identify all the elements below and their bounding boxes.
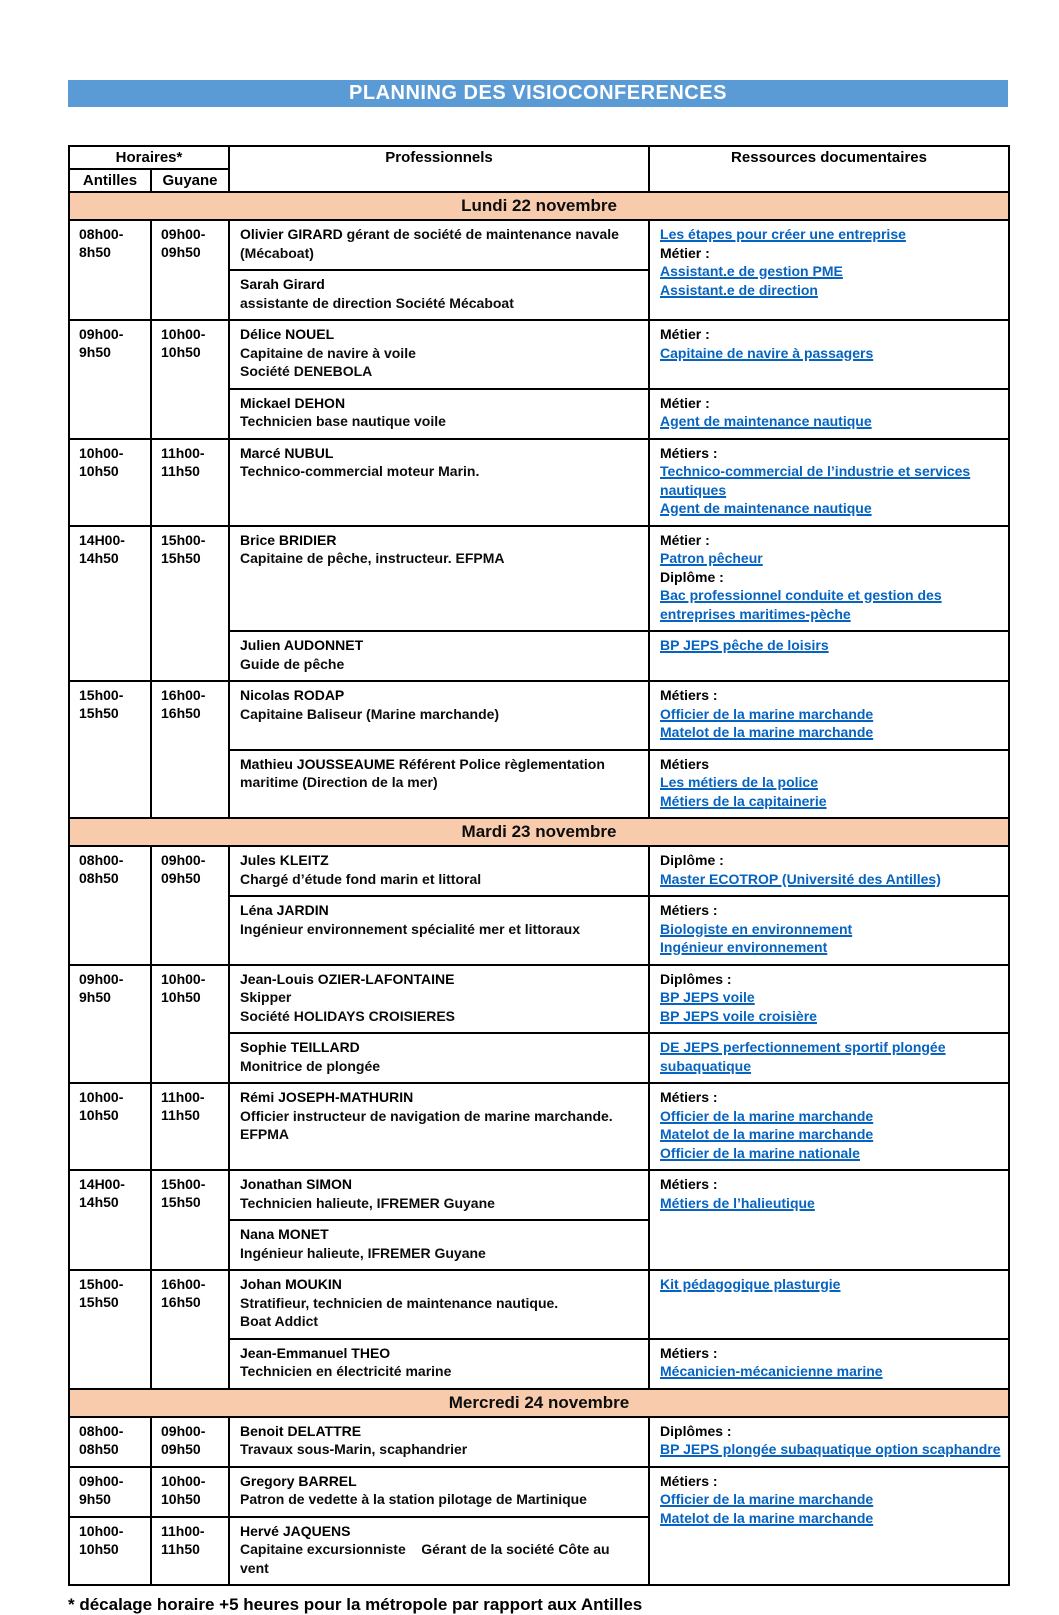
resource-link[interactable]: Technico-commercial de l’industrie et services nautiques [660, 463, 971, 498]
resource-label: Métiers : [660, 1089, 718, 1105]
professional-name: Gregory BARREL [240, 1472, 357, 1489]
resources-cell [649, 1033, 1009, 1083]
resources-cell [649, 1083, 1009, 1170]
professional-role: Chargé d’étude fond marin et littoral [240, 870, 482, 887]
professional-role: Capitaine de navire à voile [240, 344, 416, 361]
resources-cell [649, 220, 1009, 320]
resource-label: Diplômes : [660, 1422, 732, 1439]
planning-table [68, 145, 1010, 1586]
resource-label: Diplômes : [660, 970, 732, 987]
professional-role: Travaux sous-Marin, scaphandrier [240, 1441, 468, 1457]
day-row [69, 1389, 1009, 1417]
time-guyane: 16h00- 16h50 [151, 681, 229, 818]
resource-link[interactable]: Biologiste en environnement [660, 920, 853, 937]
resources-cell [649, 631, 1009, 681]
table-header [69, 146, 1009, 192]
day-banner: Mercredi 24 novembre [69, 1389, 1009, 1417]
professional-cell [229, 270, 649, 320]
professional-role: Technico-commercial moteur Marin. [240, 463, 480, 479]
professional-name: Julien AUDONNET [240, 637, 364, 653]
table-row [69, 681, 1009, 750]
professional-role: Société DENEBOLA [240, 363, 373, 379]
table-row [69, 1467, 1009, 1517]
resource-label: Métiers : [660, 1344, 718, 1361]
professional-name: Sophie TEILLARD [240, 1039, 360, 1055]
time-guyane: 11h00- 11h50 [151, 1517, 229, 1586]
resources-cell [649, 846, 1009, 896]
professional-cell [229, 1417, 649, 1467]
professional-name: Hervé JAQUENS [240, 1522, 351, 1539]
resource-link[interactable]: Master ECOTROP (Université des Antilles) [660, 870, 941, 887]
resource-link[interactable]: Matelot de la marine marchande [660, 1126, 874, 1142]
professional-role: EFPMA [240, 1126, 290, 1142]
professional-role: Boat Addict [240, 1313, 319, 1329]
professional-name: Marcé NUBUL [240, 444, 334, 461]
table-row [69, 1270, 1009, 1339]
time-antilles: 09h00- 9h50 [69, 965, 151, 1084]
resources-cell [649, 1467, 1009, 1586]
professional-cell [229, 681, 649, 750]
resources-cell [649, 896, 1009, 965]
time-antilles: 08h00- 08h50 [69, 1417, 151, 1467]
professional-cell [229, 1170, 649, 1220]
title-banner [68, 80, 1008, 107]
professional-name: Sarah Girard [240, 276, 325, 292]
professional-name: Mickael DEHON [240, 394, 346, 411]
resources-cell [649, 389, 1009, 439]
resources-cell [649, 1170, 1009, 1270]
time-guyane: 16h00- 16h50 [151, 1270, 229, 1389]
professional-name: Jonathan SIMON [240, 1176, 353, 1192]
resource-link[interactable]: Matelot de la marine marchande [660, 1509, 874, 1526]
professional-name: Jean-Louis OZIER-LAFONTAINE [240, 970, 455, 987]
time-guyane: 10h00- 10h50 [151, 965, 229, 1084]
resource-link[interactable]: Les métiers de la police [660, 774, 818, 790]
footnote: * décalage horaire +5 heures pour la métropole par rapport aux Antilles [68, 1595, 643, 1614]
professional-name: Jean-Emmanuel THEO [240, 1344, 391, 1361]
professional-cell [229, 320, 649, 389]
resource-label: Métiers : [660, 1472, 718, 1489]
time-guyane: 09h00- 09h50 [151, 220, 229, 320]
resource-label: Métiers : [660, 1176, 718, 1192]
resources-cell [649, 320, 1009, 389]
professional-cell [229, 896, 649, 965]
time-guyane: 11h00- 11h50 [151, 439, 229, 526]
time-antilles: 08h00- 08h50 [69, 846, 151, 965]
resource-link[interactable]: Matelot de la marine marchande [660, 724, 874, 740]
page-title: PLANNING DES VISIOCONFERENCES [349, 82, 727, 104]
professional-role: assistante de direction Société Mécaboat [240, 294, 514, 311]
resources-cell [649, 1417, 1009, 1467]
resources-cell [649, 1339, 1009, 1389]
time-guyane: 15h00- 15h50 [151, 526, 229, 682]
time-guyane: 15h00- 15h50 [151, 1170, 229, 1270]
professional-role: Société HOLIDAYS CROISIERES [240, 1007, 455, 1024]
resource-link[interactable]: Agent de maintenance nautique [660, 500, 872, 516]
time-antilles: 10h00- 10h50 [69, 1083, 151, 1170]
resource-label: Métier : [660, 326, 710, 342]
professional-role: Skipper [240, 989, 292, 1005]
time-guyane: 10h00- 10h50 [151, 320, 229, 439]
resources-cell [649, 750, 1009, 819]
table-row [69, 526, 1009, 632]
resource-label: Métier : [660, 244, 710, 261]
resource-link[interactable]: Officier de la marine marchande [660, 705, 874, 722]
professional-cell [229, 965, 649, 1034]
table-row [69, 1417, 1009, 1467]
professional-name: Olivier GIRARD [240, 226, 343, 242]
professional-role: Ingénieur environnement spécialité mer et littoraux [240, 920, 580, 937]
time-guyane: 10h00- 10h50 [151, 1467, 229, 1517]
header-ressources: Ressources documentaires [649, 146, 1009, 192]
resource-label: Métier : [660, 531, 710, 548]
professional-cell [229, 1339, 649, 1389]
resource-link[interactable]: BP JEPS pêche de loisirs [660, 637, 829, 653]
table-row [69, 320, 1009, 389]
time-antilles: 10h00- 10h50 [69, 1517, 151, 1586]
professional-name: Rémi JOSEPH-MATHURIN [240, 1089, 414, 1105]
time-antilles: 10h00- 10h50 [69, 439, 151, 526]
professional-role: Guide de pêche [240, 655, 345, 672]
resource-link[interactable]: Assistant.e de direction [660, 281, 818, 298]
professional-role: Technicien en électricité marine [240, 1363, 452, 1379]
day-banner: Lundi 22 novembre [69, 192, 1009, 220]
resource-link[interactable]: Agent de maintenance nautique [660, 413, 872, 429]
time-antilles: 15h00- 15h50 [69, 681, 151, 818]
resources-cell [649, 681, 1009, 750]
professional-role: Patron de vedette à la station pilotage de Martinique [240, 1491, 587, 1507]
professional-name: Délice NOUEL [240, 326, 335, 342]
time-guyane: 11h00- 11h50 [151, 1083, 229, 1170]
day-row [69, 818, 1009, 846]
professional-cell [229, 389, 649, 439]
header-guyane: Guyane [151, 169, 229, 192]
time-antilles: 15h00- 15h50 [69, 1270, 151, 1389]
professional-cell [229, 1517, 649, 1586]
professional-name: Johan MOUKIN [240, 1276, 342, 1292]
resources-cell [649, 1270, 1009, 1339]
time-antilles: 14H00- 14h50 [69, 1170, 151, 1270]
professional-cell [229, 439, 649, 526]
professional-name: Léna JARDIN [240, 902, 329, 918]
resource-label: Métier : [660, 394, 710, 411]
professional-role: Référent Police règlementation maritime (Direction de la mer) [240, 755, 609, 790]
professional-cell [229, 631, 649, 681]
resource-link[interactable]: Métiers de l’halieutique [660, 1194, 815, 1211]
professional-role: Capitaine de pêche, instructeur. EFPMA [240, 550, 505, 566]
time-antilles: 08h00- 8h50 [69, 220, 151, 320]
resource-link[interactable]: Officier de la marine marchande [660, 1491, 874, 1507]
professional-cell [229, 1270, 649, 1339]
resource-link[interactable]: Bac professionnel conduite et gestion des entreprises maritimes-pèche [660, 587, 942, 622]
professional-cell [229, 220, 649, 270]
resource-link[interactable]: Officier de la marine nationale [660, 1144, 860, 1161]
resource-link[interactable]: BP JEPS plongée subaquatique option scaphandre [660, 1441, 1001, 1457]
resource-label: Métiers : [660, 902, 718, 918]
resource-label: Diplôme : [660, 852, 724, 868]
professional-name: Nicolas RODAP [240, 687, 345, 703]
table-row [69, 846, 1009, 896]
professional-name: Jules KLEITZ [240, 852, 329, 868]
professional-name: Nana MONET [240, 1226, 329, 1242]
resource-link[interactable]: BP JEPS voile [660, 989, 755, 1005]
professional-role: gérant de société de maintenance navale (Mécaboat) [240, 226, 623, 261]
resource-link[interactable]: DE JEPS perfectionnement sportif plongée subaquatique [660, 1039, 946, 1074]
professional-cell [229, 846, 649, 896]
resource-link[interactable]: Patron pêcheur [660, 550, 763, 566]
professional-name: Brice BRIDIER [240, 531, 337, 548]
professional-cell [229, 1083, 649, 1170]
professional-name: Benoit DELATTRE [240, 1422, 362, 1439]
professional-role: Capitaine excursionniste Gérant de la société Côte au vent [240, 1541, 614, 1576]
professional-cell [229, 1033, 649, 1083]
resource-link[interactable]: Métiers de la capitainerie [660, 792, 827, 809]
resource-link[interactable]: Mécanicien-mécanicienne marine [660, 1363, 883, 1379]
table-row [69, 1170, 1009, 1220]
professional-role: Capitaine Baliseur (Marine marchande) [240, 705, 500, 722]
table-row [69, 1083, 1009, 1170]
time-guyane: 09h00- 09h50 [151, 846, 229, 965]
table-row [69, 220, 1009, 270]
table-row [69, 439, 1009, 526]
header-professionnels: Professionnels [229, 146, 649, 192]
professional-cell [229, 750, 649, 819]
time-antilles: 09h00- 9h50 [69, 1467, 151, 1517]
resource-label: Métiers : [660, 687, 718, 703]
resource-label: Diplôme : [660, 568, 724, 585]
professional-role: Ingénieur halieute, IFREMER Guyane [240, 1244, 486, 1261]
professional-role: Monitrice de plongée [240, 1057, 381, 1074]
resource-link[interactable]: Officier de la marine marchande [660, 1107, 874, 1124]
time-antilles: 09h00- 9h50 [69, 320, 151, 439]
resource-label: Métiers : [660, 444, 718, 461]
professional-cell [229, 526, 649, 632]
professional-role: Technicien halieute, IFREMER Guyane [240, 1194, 495, 1211]
planning-table-body [69, 192, 1009, 1585]
resource-label: Métiers [660, 755, 710, 772]
resources-cell [649, 965, 1009, 1034]
professional-role: Officier instructeur de navigation de marine marchande. [240, 1107, 613, 1124]
day-banner: Mardi 23 novembre [69, 818, 1009, 846]
resource-link[interactable]: Capitaine de navire à passagers [660, 344, 874, 361]
professional-name: Mathieu JOUSSEAUME [240, 755, 395, 772]
header-antilles: Antilles [69, 169, 151, 192]
resource-link[interactable]: Kit pédagogique plasturgie [660, 1276, 841, 1292]
professional-role: Technicien base nautique voile [240, 413, 446, 429]
resource-link[interactable]: BP JEPS voile croisière [660, 1007, 817, 1024]
resource-link[interactable]: Les étapes pour créer une entreprise [660, 226, 906, 242]
resources-cell [649, 439, 1009, 526]
resources-cell [649, 526, 1009, 632]
time-antilles: 14H00- 14h50 [69, 526, 151, 682]
header-horaires: Horaires* [69, 146, 229, 169]
day-row [69, 192, 1009, 220]
table-row [69, 965, 1009, 1034]
professional-role: Stratifieur, technicien de maintenance nautique. [240, 1294, 559, 1311]
resource-link[interactable]: Ingénieur environnement [660, 939, 828, 955]
professional-cell [229, 1467, 649, 1517]
resource-link[interactable]: Assistant.e de gestion PME [660, 263, 843, 279]
professional-cell [229, 1220, 649, 1270]
time-guyane: 09h00- 09h50 [151, 1417, 229, 1467]
